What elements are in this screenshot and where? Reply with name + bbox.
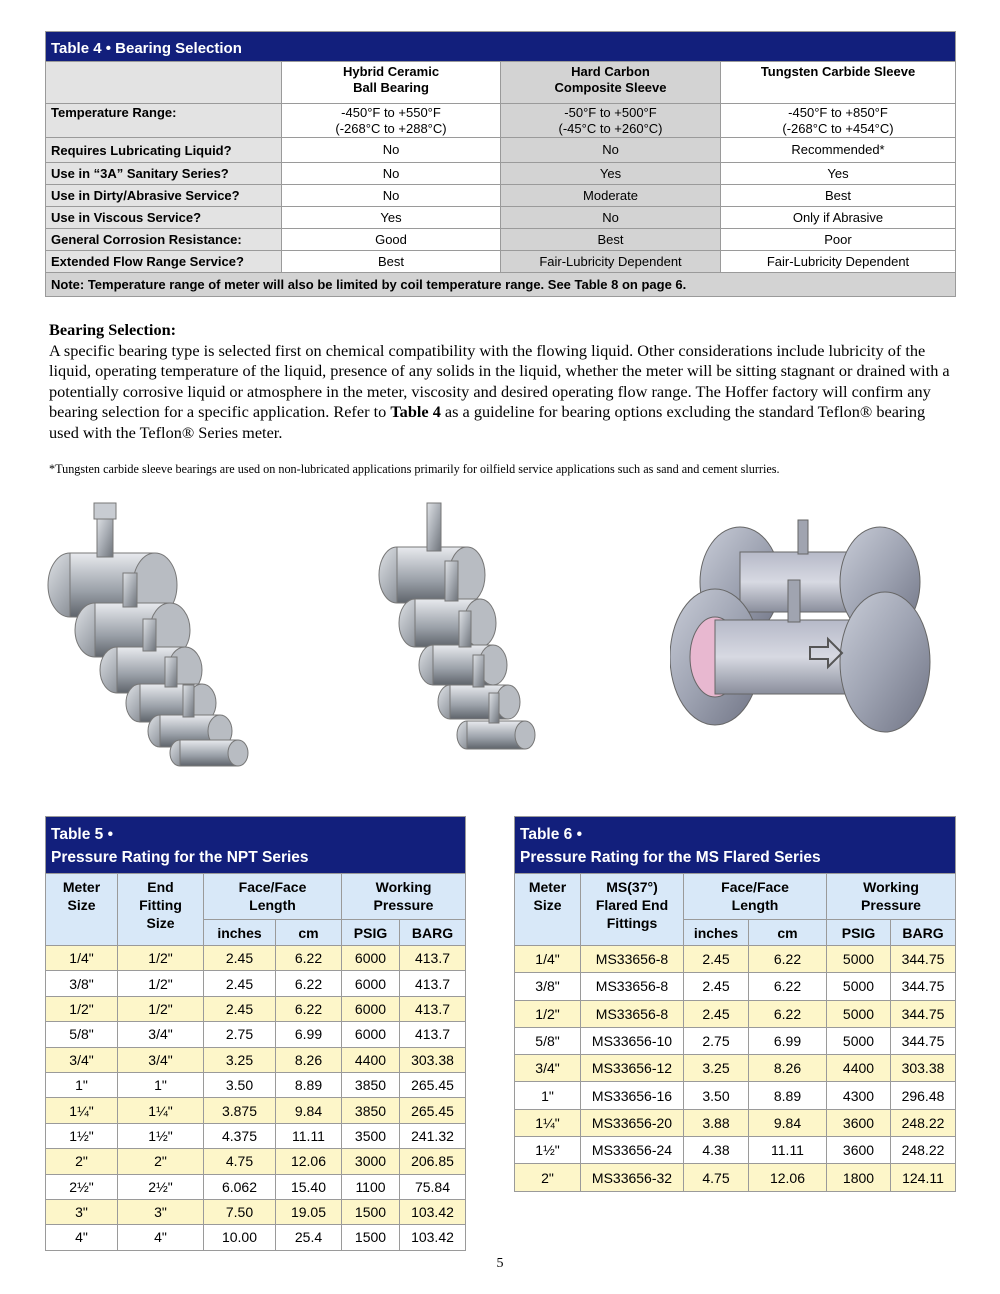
table4-cell: Only if Abrasive	[721, 207, 956, 229]
table-cell: 8.26	[276, 1047, 342, 1072]
table-cell: 3600	[827, 1109, 891, 1136]
table4-row-label: Temperature Range:	[46, 104, 282, 138]
table-cell: 206.85	[400, 1149, 466, 1174]
table4-row	[46, 251, 956, 273]
ms-flared-pressure-rating-table	[514, 816, 956, 1192]
table-cell: 5000	[827, 946, 891, 973]
table-cell: 11.11	[276, 1123, 342, 1148]
table-row	[515, 1109, 956, 1136]
table-cell: 3.25	[684, 1055, 749, 1082]
table-cell: 3600	[827, 1137, 891, 1164]
table4-cell: Recommended*	[721, 138, 956, 163]
table-cell: 344.75	[891, 946, 956, 973]
table4-cell: -450°F to +550°F (-268°C to +288°C)	[282, 104, 501, 138]
table-row	[515, 1164, 956, 1191]
table-cell: 296.48	[891, 1082, 956, 1109]
table-cell: 5000	[827, 1000, 891, 1027]
table-cell: 2"	[515, 1164, 581, 1191]
table-cell: 413.7	[400, 996, 466, 1021]
table-cell: 2.45	[204, 971, 276, 996]
table-cell: 11.11	[749, 1137, 827, 1164]
table-cell: 3000	[342, 1149, 400, 1174]
table-cell: 1500	[342, 1199, 400, 1224]
table4-col-hybrid-ceramic: Hybrid Ceramic Ball Bearing	[282, 62, 501, 104]
table-cell: 265.45	[400, 1098, 466, 1123]
table4-row-label: Use in Viscous Service?	[46, 207, 282, 229]
table-cell: 1100	[342, 1174, 400, 1199]
table4-cell: Fair-Lubricity Dependent	[721, 251, 956, 273]
table-cell: 2.75	[204, 1022, 276, 1047]
table-cell: 248.22	[891, 1137, 956, 1164]
table-cell: 2½"	[118, 1174, 204, 1199]
paragraph-text-end: as a guideline for bearing options excluding the standard Teflon® bearing used with the Teflon® Series meter.	[49, 402, 926, 442]
table4-cell: Fair-Lubricity Dependent	[501, 251, 721, 273]
table6-col-psig: PSIG	[827, 920, 891, 946]
table-cell: 8.89	[749, 1082, 827, 1109]
table-cell: MS33656-24	[581, 1137, 684, 1164]
table4-cell: -50°F to +500°F (-45°C to +260°C)	[501, 104, 721, 138]
table-cell: 5/8"	[515, 1027, 581, 1054]
table5-title-line2: Pressure Rating for the NPT Series	[51, 849, 309, 866]
table-row	[46, 1123, 466, 1148]
table-cell: 303.38	[891, 1055, 956, 1082]
table-cell: 6.99	[749, 1027, 827, 1054]
table-cell: 9.84	[749, 1109, 827, 1136]
table-row	[46, 946, 466, 971]
table-cell: 8.26	[749, 1055, 827, 1082]
table4-row	[46, 207, 956, 229]
table-cell: 344.75	[891, 1027, 956, 1054]
table-row	[515, 1082, 956, 1109]
table-cell: 1/2"	[515, 1000, 581, 1027]
table-cell: 6000	[342, 996, 400, 1021]
table4-cell: Poor	[721, 229, 956, 251]
table-cell: 6.22	[749, 946, 827, 973]
table4-cell: Best	[721, 185, 956, 207]
table-cell: 10.00	[204, 1225, 276, 1250]
table-cell: 4.38	[684, 1137, 749, 1164]
table-cell: 103.42	[400, 1225, 466, 1250]
table4-row-label: Requires Lubricating Liquid?	[46, 138, 282, 163]
table-cell: 6000	[342, 1022, 400, 1047]
table-row	[46, 1098, 466, 1123]
table4-row	[46, 185, 956, 207]
table-cell: 4.375	[204, 1123, 276, 1148]
table-row	[515, 1000, 956, 1027]
table5-col-meter-size: Meter Size	[46, 874, 118, 946]
table6-title-line1: Table 6 •	[520, 826, 582, 843]
section-paragraph	[49, 341, 959, 444]
table4-col-hard-carbon: Hard Carbon Composite Sleeve	[501, 62, 721, 104]
table-cell: MS33656-20	[581, 1109, 684, 1136]
table6-col-meter-size: Meter Size	[515, 874, 581, 946]
table-row	[46, 1149, 466, 1174]
table-cell: 3"	[118, 1199, 204, 1224]
table4-cell: No	[282, 138, 501, 163]
table4-cell: -450°F to +850°F (-268°C to +454°C)	[721, 104, 956, 138]
table-cell: 3/8"	[515, 973, 581, 1000]
table6-title-line2: Pressure Rating for the MS Flared Series	[520, 849, 821, 866]
table4-cell: Yes	[282, 207, 501, 229]
table-cell: 5/8"	[46, 1022, 118, 1047]
table-cell: 265.45	[400, 1072, 466, 1097]
table-cell: 1¼"	[46, 1098, 118, 1123]
page-number: 5	[496, 1256, 504, 1271]
table-cell: 6.22	[276, 946, 342, 971]
table-cell: MS33656-12	[581, 1055, 684, 1082]
table6-col-working-pressure: Working Pressure	[827, 874, 956, 920]
bearing-selection-table	[45, 31, 956, 297]
table4-cell: No	[501, 207, 721, 229]
paragraph-text: A specific bearing type is selected first on chemical compatibility with the flowing liquid. Other considerations include lubricity of the liquid, operating temperature of the liquid, presence of any solids in the liquid, whether the meter will be sitting stagnant or drained with a potentially corrosive liquid or atmosphere in the meter, viscosity and desired operating flow range. The Hoffer factory will confirm any bearing selection for a specific application. Refer to	[49, 340, 950, 421]
table4-row-label: Extended Flow Range Service?	[46, 251, 282, 273]
table-cell: 2.45	[204, 996, 276, 1021]
table-row	[46, 996, 466, 1021]
table-cell: 6.99	[276, 1022, 342, 1047]
table-cell: 1500	[342, 1225, 400, 1250]
table-cell: 3/4"	[118, 1022, 204, 1047]
table5-col-cm: cm	[276, 920, 342, 946]
table-cell: 1"	[515, 1082, 581, 1109]
table4-cell: Moderate	[501, 185, 721, 207]
table-cell: 9.84	[276, 1098, 342, 1123]
table-cell: 2.45	[204, 946, 276, 971]
table4-row	[46, 104, 956, 138]
table-row	[46, 971, 466, 996]
table-cell: 1/2"	[118, 971, 204, 996]
ms-flared-series-meters-photo	[375, 495, 550, 770]
table-cell: 3.25	[204, 1047, 276, 1072]
table-cell: 3.50	[684, 1082, 749, 1109]
table-cell: 25.4	[276, 1225, 342, 1250]
table-cell: 2.45	[684, 973, 749, 1000]
table-cell: 1"	[46, 1072, 118, 1097]
table5-col-inches: inches	[204, 920, 276, 946]
table-cell: 1¼"	[118, 1098, 204, 1123]
table-row	[46, 1199, 466, 1224]
section-title: Bearing Selection:	[49, 320, 177, 339]
table-cell: 2.75	[684, 1027, 749, 1054]
table4-cell: Yes	[501, 163, 721, 185]
table-cell: 3/4"	[118, 1047, 204, 1072]
table-cell: 413.7	[400, 1022, 466, 1047]
table-cell: 8.89	[276, 1072, 342, 1097]
table5-col-barg: BARG	[400, 920, 466, 946]
table-row	[46, 1022, 466, 1047]
table4-corner-cell	[46, 62, 282, 104]
table-cell: MS33656-8	[581, 1000, 684, 1027]
table4-cell: Best	[501, 229, 721, 251]
table-cell: 5000	[827, 973, 891, 1000]
footnote: *Tungsten carbide sleeve bearings are used on non-lubricated applications primarily for oilfield service applications such as sand and cement slurries.	[49, 462, 780, 476]
bearing-selection-section	[49, 320, 959, 443]
table5-title	[46, 817, 466, 874]
table-cell: 413.7	[400, 946, 466, 971]
table-cell: 1/4"	[515, 946, 581, 973]
table-cell: 2"	[118, 1149, 204, 1174]
table6-col-face-length: Face/Face Length	[684, 874, 827, 920]
table4-cell: Best	[282, 251, 501, 273]
table-cell: 303.38	[400, 1047, 466, 1072]
table-cell: 4"	[118, 1225, 204, 1250]
table-cell: 6.22	[276, 996, 342, 1021]
table6-col-barg: BARG	[891, 920, 956, 946]
table6-col-inches: inches	[684, 920, 749, 946]
table-cell: 3850	[342, 1072, 400, 1097]
npt-series-meters-photo	[45, 495, 270, 770]
table-cell: 4400	[342, 1047, 400, 1072]
table4-cell: Good	[282, 229, 501, 251]
table-cell: 12.06	[749, 1164, 827, 1191]
table-cell: 1/2"	[118, 996, 204, 1021]
table-cell: 3500	[342, 1123, 400, 1148]
table-cell: 4.75	[204, 1149, 276, 1174]
table-cell: 1/2"	[46, 996, 118, 1021]
table-cell: 3/8"	[46, 971, 118, 996]
table-cell: 344.75	[891, 973, 956, 1000]
table-cell: MS33656-32	[581, 1164, 684, 1191]
table-cell: 1800	[827, 1164, 891, 1191]
table4-cell: No	[282, 163, 501, 185]
table-cell: MS33656-8	[581, 946, 684, 973]
flanged-meters-photo	[670, 512, 960, 762]
table-cell: 6.062	[204, 1174, 276, 1199]
table-cell: 1½"	[46, 1123, 118, 1148]
table-cell: 248.22	[891, 1109, 956, 1136]
table4-note: Note: Temperature range of meter will also be limited by coil temperature range. See Table 8 on page 6.	[46, 273, 956, 297]
table-cell: 103.42	[400, 1199, 466, 1224]
table5-col-face-length: Face/Face Length	[204, 874, 342, 920]
table-cell: 2"	[46, 1149, 118, 1174]
table-row	[515, 1055, 956, 1082]
table4-row-label: General Corrosion Resistance:	[46, 229, 282, 251]
table4-row	[46, 163, 956, 185]
table4-title: Table 4 • Bearing Selection	[46, 32, 956, 62]
table5-col-psig: PSIG	[342, 920, 400, 946]
table-cell: MS33656-8	[581, 973, 684, 1000]
table-cell: 413.7	[400, 971, 466, 996]
table-cell: 3850	[342, 1098, 400, 1123]
table-cell: 241.32	[400, 1123, 466, 1148]
table-cell: 344.75	[891, 1000, 956, 1027]
table-cell: 1"	[118, 1072, 204, 1097]
table-row	[515, 1137, 956, 1164]
table-row	[515, 973, 956, 1000]
table-cell: 3/4"	[46, 1047, 118, 1072]
table-cell: 3/4"	[515, 1055, 581, 1082]
table5-col-fitting: End Fitting Size	[118, 874, 204, 946]
table-row	[515, 946, 956, 973]
table-cell: 12.06	[276, 1149, 342, 1174]
table-cell: MS33656-10	[581, 1027, 684, 1054]
table-cell: 2.45	[684, 1000, 749, 1027]
table-cell: 75.84	[400, 1174, 466, 1199]
table-row	[46, 1174, 466, 1199]
table4-cell: No	[282, 185, 501, 207]
table-cell: 19.05	[276, 1199, 342, 1224]
table4-row	[46, 229, 956, 251]
table-cell: 4300	[827, 1082, 891, 1109]
table6-title	[515, 817, 956, 874]
table-cell: 1/2"	[118, 946, 204, 971]
table4-col-tungsten-carbide: Tungsten Carbide Sleeve	[721, 62, 956, 104]
table-cell: 4"	[46, 1225, 118, 1250]
table-cell: 1¼"	[515, 1109, 581, 1136]
table-cell: 1½"	[515, 1137, 581, 1164]
table-cell: 7.50	[204, 1199, 276, 1224]
table-cell: 3"	[46, 1199, 118, 1224]
npt-pressure-rating-table	[45, 816, 466, 1251]
table-cell: 2½"	[46, 1174, 118, 1199]
table-cell: 6.22	[276, 971, 342, 996]
table-cell: 15.40	[276, 1174, 342, 1199]
table-cell: 6.22	[749, 1000, 827, 1027]
table-reference: Table 4	[390, 402, 441, 421]
table4-row	[46, 138, 956, 163]
table5-title-line1: Table 5 •	[51, 826, 113, 843]
table-cell: 3.875	[204, 1098, 276, 1123]
table-cell: 6000	[342, 971, 400, 996]
table-cell: MS33656-16	[581, 1082, 684, 1109]
table6-col-cm: cm	[749, 920, 827, 946]
table-cell: 1½"	[118, 1123, 204, 1148]
table-row	[46, 1072, 466, 1097]
table5-col-working-pressure: Working Pressure	[342, 874, 466, 920]
table-cell: 1/4"	[46, 946, 118, 971]
table-cell: 6000	[342, 946, 400, 971]
table4-cell: No	[501, 138, 721, 163]
table4-row-label: Use in “3A” Sanitary Series?	[46, 163, 282, 185]
table-cell: 3.88	[684, 1109, 749, 1136]
table-cell: 5000	[827, 1027, 891, 1054]
table-row	[46, 1225, 466, 1250]
table-cell: 124.11	[891, 1164, 956, 1191]
table-cell: 3.50	[204, 1072, 276, 1097]
table6-col-fitting: MS(37°) Flared End Fittings	[581, 874, 684, 946]
table4-cell: Yes	[721, 163, 956, 185]
table-row	[515, 1027, 956, 1054]
table4-row-label: Use in Dirty/Abrasive Service?	[46, 185, 282, 207]
table-cell: 4400	[827, 1055, 891, 1082]
table-row	[46, 1047, 466, 1072]
table-cell: 6.22	[749, 973, 827, 1000]
table-cell: 2.45	[684, 946, 749, 973]
table-cell: 4.75	[684, 1164, 749, 1191]
